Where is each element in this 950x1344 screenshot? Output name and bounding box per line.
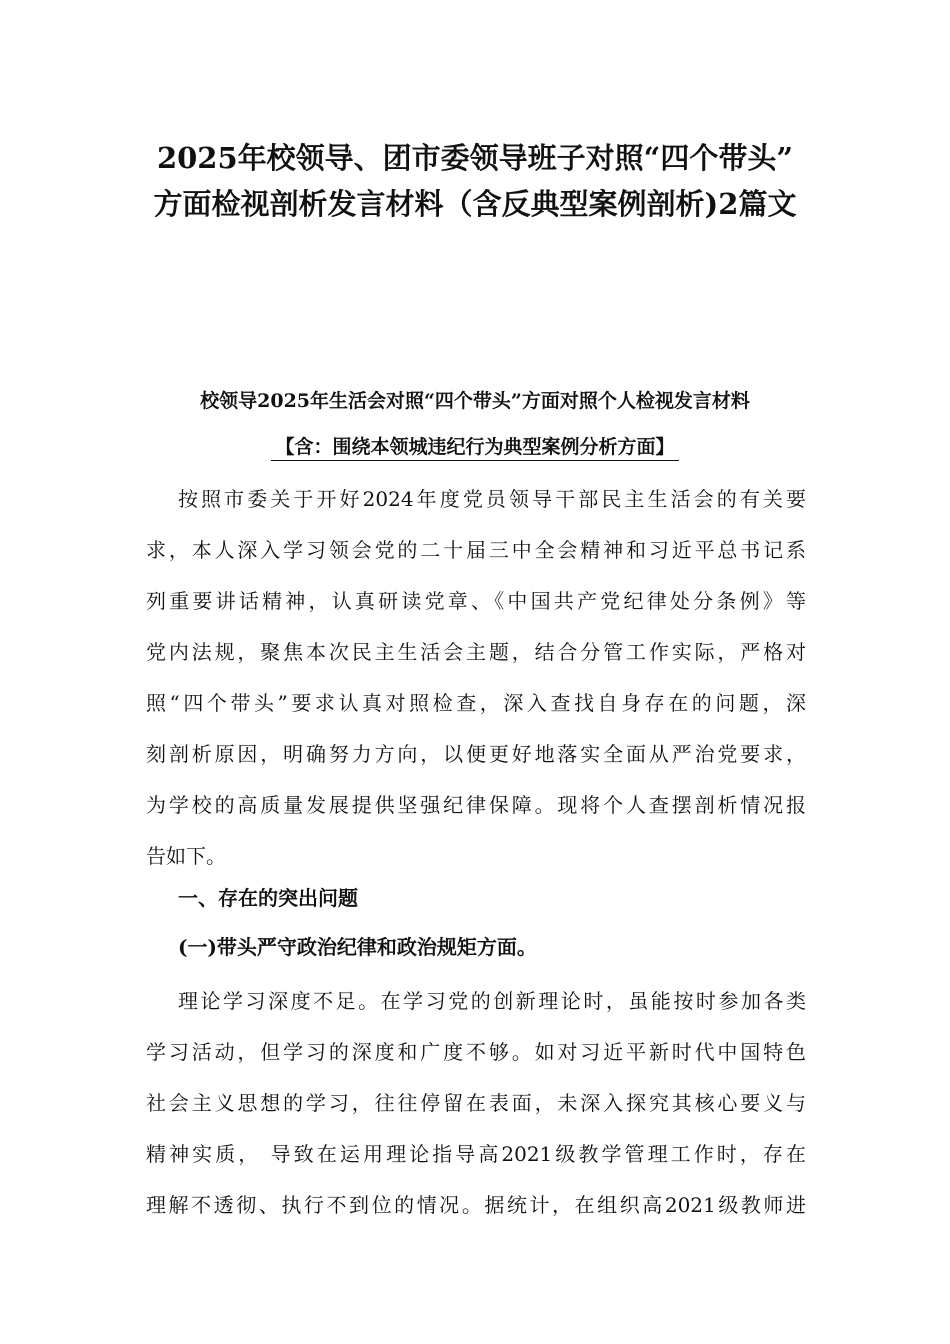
paragraph-2-line: 理论学习深度不足。在学习党的创新理论时，虽能按时参加各类 bbox=[178, 989, 806, 1013]
paragraph-1-line: 按照市委关于开好2024年度党员领导干部民主生活会的有关要 bbox=[178, 487, 806, 511]
section-title-line-1: 校领导2025年生活会对照“四个带头”方面对照个人检视发言材料 bbox=[200, 390, 750, 412]
section-heading-2: (一)带头严守政治纪律和政治规矩方面。 bbox=[178, 935, 537, 959]
section-title-underlined-text: 【含：围绕本领城违纪行为典型案例分析方面】 bbox=[271, 436, 678, 461]
section-heading-1: 一、存在的突出问题 bbox=[178, 886, 358, 910]
paragraph-1-line: 列重要讲话精神，认真研读党章、《中国共产党纪律处分条例》等 bbox=[146, 589, 806, 613]
paragraph-1-line: 刻剖析原因，明确努力方向，以便更好地落实全面从严治党要求， bbox=[146, 742, 806, 766]
paragraph-1-line: 求，本人深入学习领会党的二十届三中全会精神和习近平总书记系 bbox=[146, 538, 806, 562]
paragraph-1-line: 党内法规，聚焦本次民主生活会主题，结合分管工作实际，严格对 bbox=[146, 640, 806, 664]
paragraph-2-line: 社会主义思想的学习，往往停留在表面，未深入探究其核心要义与 bbox=[146, 1091, 806, 1115]
paragraph-2-line: 精神实质， 导致在运用理论指导高2021级教学管理工作时，存在 bbox=[146, 1142, 806, 1166]
paragraph-1-line: 照“四个带头”要求认真对照检查，深入查找自身存在的问题，深 bbox=[146, 691, 806, 715]
section-title-line-2 bbox=[100, 432, 850, 462]
paragraph-1-line: 为学校的高质量发展提供坚强纪律保障。现将个人查摆剖析情况报 bbox=[146, 793, 806, 817]
paragraph-2-line: 理解不透彻、执行不到位的情况。据统计，在组织高2021级教师进 bbox=[146, 1193, 806, 1217]
document-title-line-1: 2025年校领导、团市委领导班子对照“四个带头” bbox=[156, 141, 794, 175]
document-title-line-2: 方面检视剖析发言材料（含反典型案例剖析)2篇文 bbox=[153, 187, 797, 221]
paragraph-1-line: 告如下。 bbox=[146, 844, 226, 868]
paragraph-2-line: 学习活动，但学习的深度和广度不够。如对习近平新时代中国特色 bbox=[146, 1040, 806, 1064]
